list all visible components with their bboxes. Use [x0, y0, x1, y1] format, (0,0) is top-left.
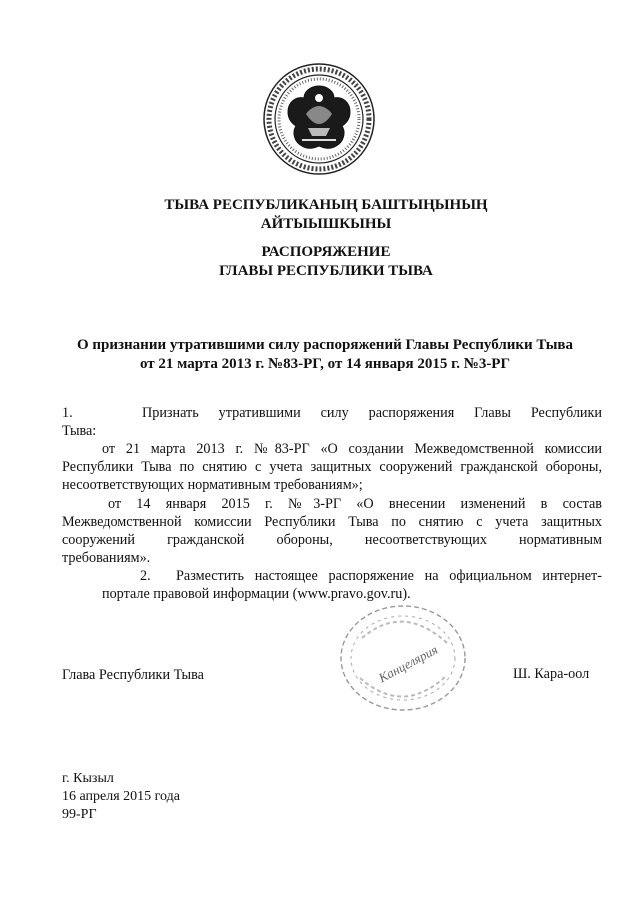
org-title-tyva [0, 196, 640, 234]
document-subject [0, 336, 640, 374]
document-type [0, 243, 640, 281]
item-1-number: 1. [62, 405, 73, 421]
item-1-sub1-line1: от 21 марта 2013 г. №83-РГ «О создании Межведомственной комиссии [102, 441, 602, 457]
item-1-sub2-line1: от 14 января 2015 г. №3-РГ «О внесении изменений в состав [108, 496, 602, 512]
item-2-line1: Разместить настоящее распоряжение на официальном интернет- [176, 568, 602, 584]
place-of-issue: г. Кызыл [62, 771, 114, 786]
item-1-line1-row [62, 404, 602, 422]
signatory-name: Ш. Кара-оол [513, 666, 590, 682]
coat-of-arms-tyva-icon [262, 62, 376, 176]
signatory-position: Глава Республики Тыва [62, 667, 204, 683]
item-1-sub2-line4: требованиям». [62, 550, 151, 566]
coat-of-arms-emblem [262, 62, 376, 176]
issue-date: 16 апреля 2015 года [62, 789, 180, 804]
item-1-sub2-line3: сооружений гражданской обороны, несоответствующих нормативным [62, 532, 602, 548]
item-1-sub1-line3: несоответствующих нормативным требованиям»; [62, 477, 363, 493]
office-stamp [332, 598, 474, 718]
stamp-text: Канцелярия [376, 641, 441, 686]
document-subject-line1: О признании утратившими силу распоряжений Главы Республики Тыва [76, 337, 574, 353]
document-subject-line2: от 21 марта 2013 г. №83-РГ, от 14 января 2015 г. №3-РГ [139, 356, 511, 372]
item-2-line2: портале правовой информации (www.pravo.gov.ru). [102, 586, 411, 602]
item-2-number: 2. [140, 568, 151, 584]
org-title-tyva-line2: АЙТЫЫШКЫНЫ [260, 216, 392, 232]
item-1-line2: Тыва: [62, 423, 97, 439]
document-type-line2: ГЛАВЫ РЕСПУБЛИКИ ТЫВА [219, 263, 433, 279]
item-1-sub2-line2: Межведомственной комиссии Республики Тыва по снятию с учета защитных [62, 514, 602, 530]
document-number: 99-РГ [62, 807, 97, 822]
item-1-line1: Признать утратившими силу распоряжения Главы Республики [142, 405, 602, 421]
item-1-sub1-line2: Республики Тыва по снятию с учета защитных сооружений гражданской обороны, [62, 459, 602, 475]
document-type-line1: РАСПОРЯЖЕНИЕ [261, 244, 391, 260]
org-title-tyva-line1: ТЫВА РЕСПУБЛИКАНЫҢ БАШТЫҢЫНЫҢ [164, 197, 488, 213]
